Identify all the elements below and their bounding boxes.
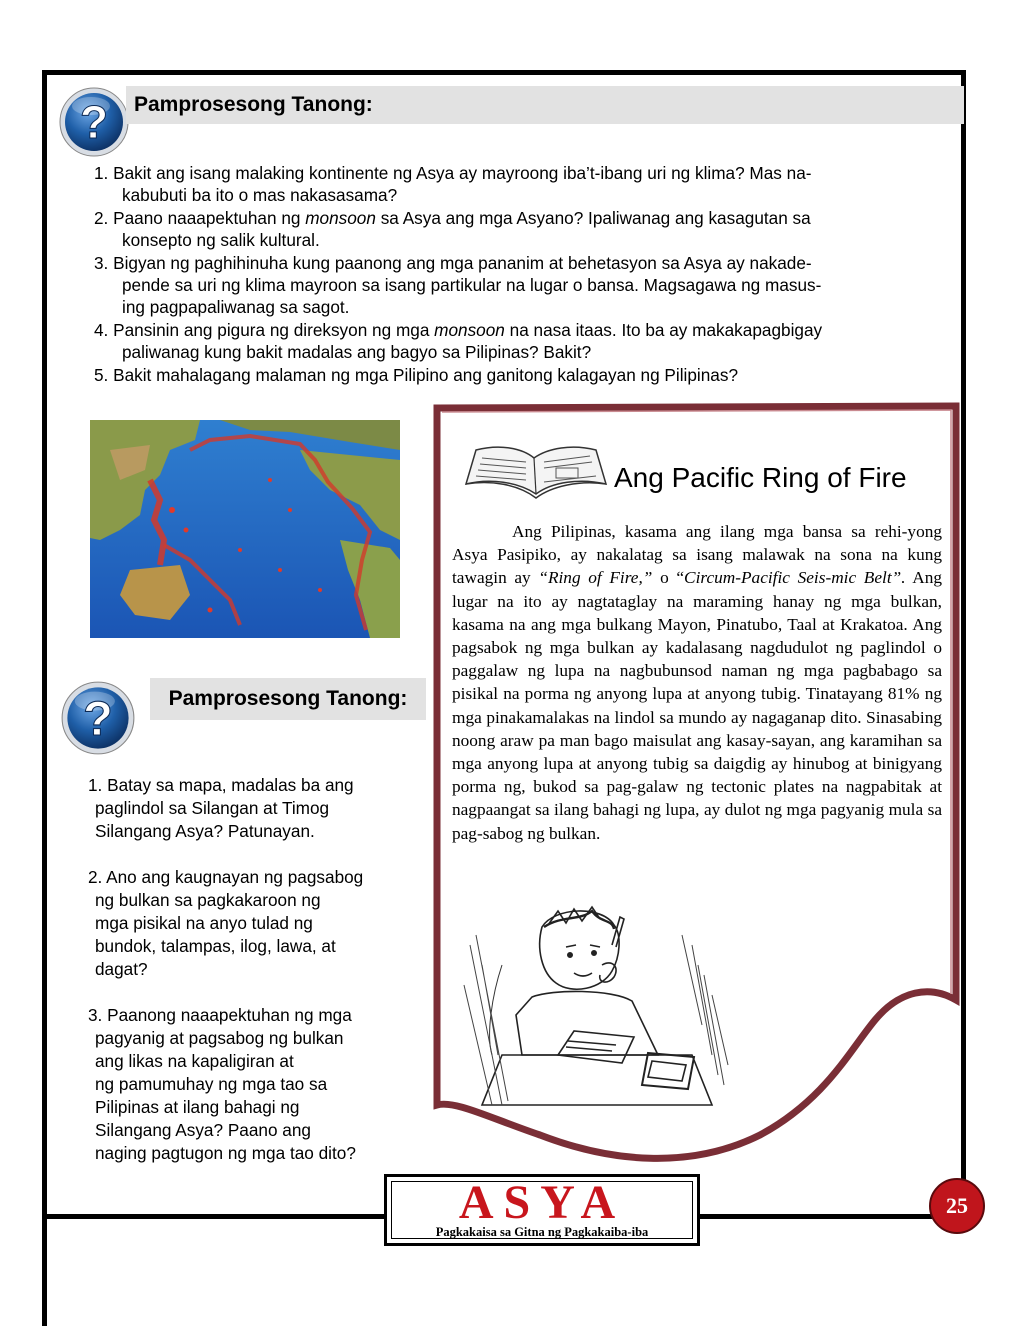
question-item: 3. Bigyan ng paghihinuha kung paanong ang mga pananim at behetasyon sa Asya ay nakade- pende sa uri ng klima mayroon sa isang partikular na lugar o bansa. Magsagawa ng masus- ing pagpapaliwanag sa sagot. [94,252,822,318]
question-list-2 [88,774,418,1188]
question-mark-icon [58,86,130,158]
logo-subtitle: Pagkakaisa sa Gitna ng Pagkakaiba-iba [435,1225,649,1239]
frame-left [42,70,47,1326]
frame-top [42,70,966,75]
question-item: 4. Pansinin ang pigura ng direksyon ng mga monsoon na nasa itaas. Ito ba ay makakapagbigay paliwanag kung bakit madalas ang bagyo sa Pilipinas? Bakit? [94,319,823,363]
question-item: 1. Batay sa mapa, madalas ba ang paglindol sa Silangan at Timog Silangang Asya? Patunayan. [88,775,354,841]
open-book-icon [460,440,610,502]
question-item: 3. Paanong naaapektuhan ng mga pagyanig at pagsabog ng bulkan ang likas na kapaligiran at ng pamumuhay ng mga tao sa Pilipinas at ilang bahagi ng Silangang Asya? Paano ang naging pagtugon ng mga tao dito? [88,1005,356,1163]
page-number: 25 [929,1178,985,1234]
ring-paragraph: Ang Pilipinas, kasama ang ilang mga bansa sa rehi-yong Asya Pasipiko, ay nakalatag sa isang malawak na sona na kung tawagin ay “Ring of Fire,” o “Circum-Pacific Seis-mic Belt”. Ang lugar na ito ay nagtataglay na maraming hanay ng mga bulkan, kasama na ang mga bulkang Mayon, Pinatubo, Taal at Krakatoa. Ang pagsabok ng mga bulkan ay kadalasang nagdudulot ng paglindol o paggalaw ng lupa na nagbubunsod naman ng mga pagbabago sa pisikal na porma ng anyong lupa at anyong tubig. Tinatayang 81% ng mga pinakamalakas na lindol sa mundo ay nagaganap dito. Sinasabing noong araw pa man bago maisulat ang kasay-sayan, ang karamihan sa mga anyong lupa at anyong tubig sa daigdig ay hinubog at binigyang porma ng, bukod sa pag-galaw ng tectonic plates na nagpabitak at nagpaangat sa ilang bahagi ng lupa, ay dulot ng mga pagyanig mula sa pag-sabog ng bulkan. [452,522,943,843]
asya-logo [384,1174,700,1246]
pacific-map-image [90,420,400,638]
section-header: Pamprosesong Tanong: [150,678,426,720]
question-list-1 [94,162,956,386]
svg-text:?: ? [83,691,113,746]
question-item: 1. Bakit ang isang malaking kontinente ng Asya ay mayroong iba’t-ibang uri ng klima? Mas na- kabubuti ba ito o mas nakasasama? [94,163,812,206]
thinking-student-icon [462,905,732,1120]
section-header: Pamprosesong Tanong: [126,86,964,124]
question-item: 2. Ano ang kaugnayan ng pagsabog ng bulkan sa pagkakaroon ng mga pisikal na anyo tulad ng bundok, talampas, ilog, lawa, at dagat? [88,867,364,979]
question-mark-icon [60,680,136,756]
logo-word: ASYA [458,1176,626,1229]
ring-title: Ang Pacific Ring of Fire [614,462,907,493]
question-item: 2. Paano naaapektuhan ng monsoon sa Asya ang mga Asyano? Ipaliwanag ang kasagutan sa konsepto ng salik kultural. [94,207,811,251]
svg-text:?: ? [79,96,109,148]
question-item: 5. Bakit mahalagang malaman ng mga Pilipino ang ganitong kalagayan ng Pilipinas? [94,364,739,385]
